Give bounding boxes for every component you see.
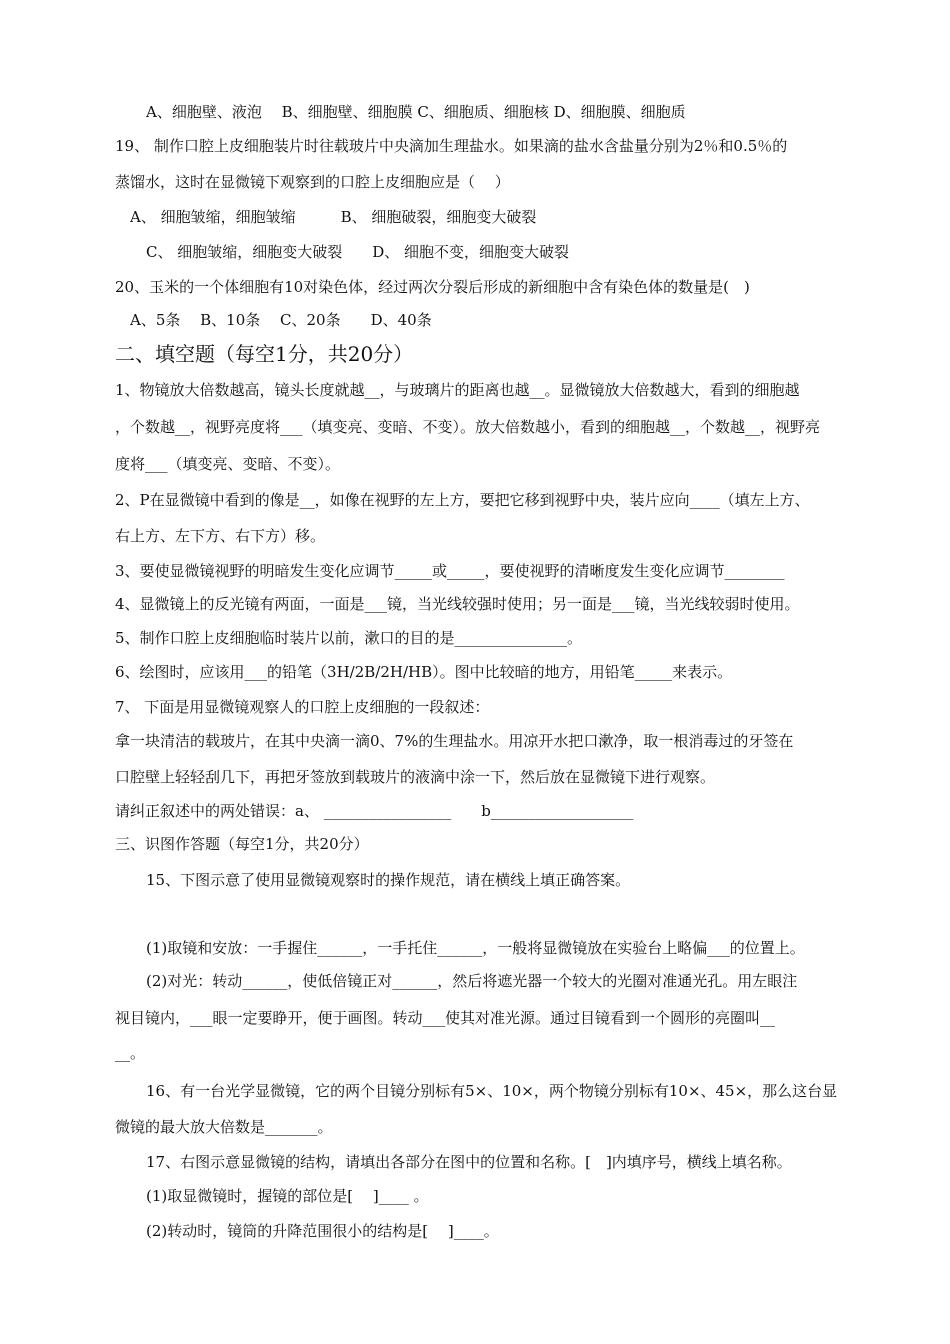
- q15-stem: 15、下图示意了使用显微镜观察时的操作规范，请在横线上填正确答案。: [146, 871, 631, 889]
- fill-q2-line1: 2、P在显微镜中看到的像是__，如像在视野的左上方，要把它移到视野中央，装片应向____（填左上方、: [115, 491, 810, 509]
- fill-q7-passage-line2: 口腔壁上轻轻刮几下，再把牙签放到载玻片的液滴中涂一下，然后放在显微镜下进行观察。: [115, 768, 716, 786]
- q15-part2-line3: __。: [115, 1044, 146, 1062]
- q15-part2-line2: 视目镜内，___眼一定要睁开，便于画图。转动___使其对准光源。通过目镜看到一个圆形的亮圈叫__: [115, 1009, 776, 1027]
- fill-q1-line1: 1、物镜放大倍数越高，镜头长度就越__，与玻璃片的距离也越__。显微镜放大倍数越大，看到的细胞越: [115, 381, 800, 399]
- fill-q3: 3、要使显微镜视野的明暗发生变化应调节_____或_____，要使视野的清晰度发生变化应调节________: [115, 562, 785, 580]
- q16-line2: 微镜的最大放大倍数是_______。: [115, 1118, 333, 1136]
- q18-options: A、细胞壁、液泡 B、细胞壁、细胞膜 C、细胞质、细胞核 D、细胞膜、细胞质: [146, 103, 686, 121]
- q16-line1: 16、有一台光学显微镜，它的两个目镜分别标有5×、10×，两个物镜分别标有10×、45×，那么这台显: [146, 1082, 838, 1100]
- fill-q1-line2: ，个数越__，视野亮度将___（填变亮、变暗、不变）。放大倍数越小，看到的细胞越__，个数越__，视野亮: [115, 418, 821, 436]
- q19-options-cd: C、 细胞皱缩，细胞变大破裂 D、 细胞不变，细胞变大破裂: [146, 243, 570, 261]
- fill-q2-line2: 右上方、左下方、右下方）移。: [115, 527, 326, 545]
- q17-part2: (2)转动时，镜筒的升降范围很小的结构是[ ]____。: [146, 1222, 499, 1240]
- fill-q1-line3: 度将___（填变亮、变暗、不变）。: [115, 455, 341, 473]
- q15-part2-line1: (2)对光：转动______，使低倍镜正对______，然后将遮光器一个较大的光圈对准通光孔。用左眼注: [146, 972, 798, 990]
- fill-q4: 4、显微镜上的反光镜有两面，一面是___镜，当光线较强时使用；另一面是___镜，当光线较弱时使用。: [115, 595, 800, 613]
- q20-options: A、5条 B、10条 C、20条 D、40条: [130, 311, 432, 329]
- fill-q7-stem: 7、 下面是用显微镜观察人的口腔上皮细胞的一段叙述：: [115, 698, 490, 716]
- q19-stem-line2: 蒸馏水，这时在显微镜下观察到的口腔上皮细胞应是（ ）: [115, 173, 510, 191]
- q17-part1: (1)取显微镜时，握镜的部位是[ ]____ 。: [146, 1187, 429, 1205]
- fill-q7-answer: 请纠正叙述中的两处错误：a、 _________________ b___________________: [115, 802, 634, 820]
- q19-options-ab: A、 细胞皱缩，细胞皱缩 B、 细胞破裂，细胞变大破裂: [130, 208, 537, 226]
- section-three-heading: 三、识图作答题（每空1分，共20分）: [115, 835, 369, 853]
- q17-stem: 17、右图示意显微镜的结构，请填出各部分在图中的位置和名称。[ ]内填序号，横线上填名称。: [146, 1153, 792, 1171]
- q19-stem-line1: 19、 制作口腔上皮细胞装片时往载玻片中央滴加生理盐水。如果滴的盐水含盐量分别为2％和0.5％的: [115, 137, 788, 155]
- section-two-heading: 二、填空题（每空1分，共20分）: [115, 342, 414, 366]
- q20-stem: 20、玉米的一个体细胞有10对染色体，经过两次分裂后形成的新细胞中含有染色体的数量是( ): [115, 278, 750, 296]
- fill-q5: 5、制作口腔上皮细胞临时装片以前，漱口的目的是_______________。: [115, 629, 583, 647]
- fill-q6: 6、绘图时，应该用___的铅笔（3H/2B/2H/HB）。图中比较暗的地方，用铅笔_____来表示。: [115, 663, 733, 681]
- fill-q7-passage-line1: 拿一块清洁的载玻片，在其中央滴一滴0、7%的生理盐水。用凉开水把口漱净，取一根消毒过的牙签在: [115, 732, 794, 750]
- q15-part1: (1)取镜和安放：一手握住______，一手托住______，一般将显微镜放在实验台上略偏___的位置上。: [146, 939, 805, 957]
